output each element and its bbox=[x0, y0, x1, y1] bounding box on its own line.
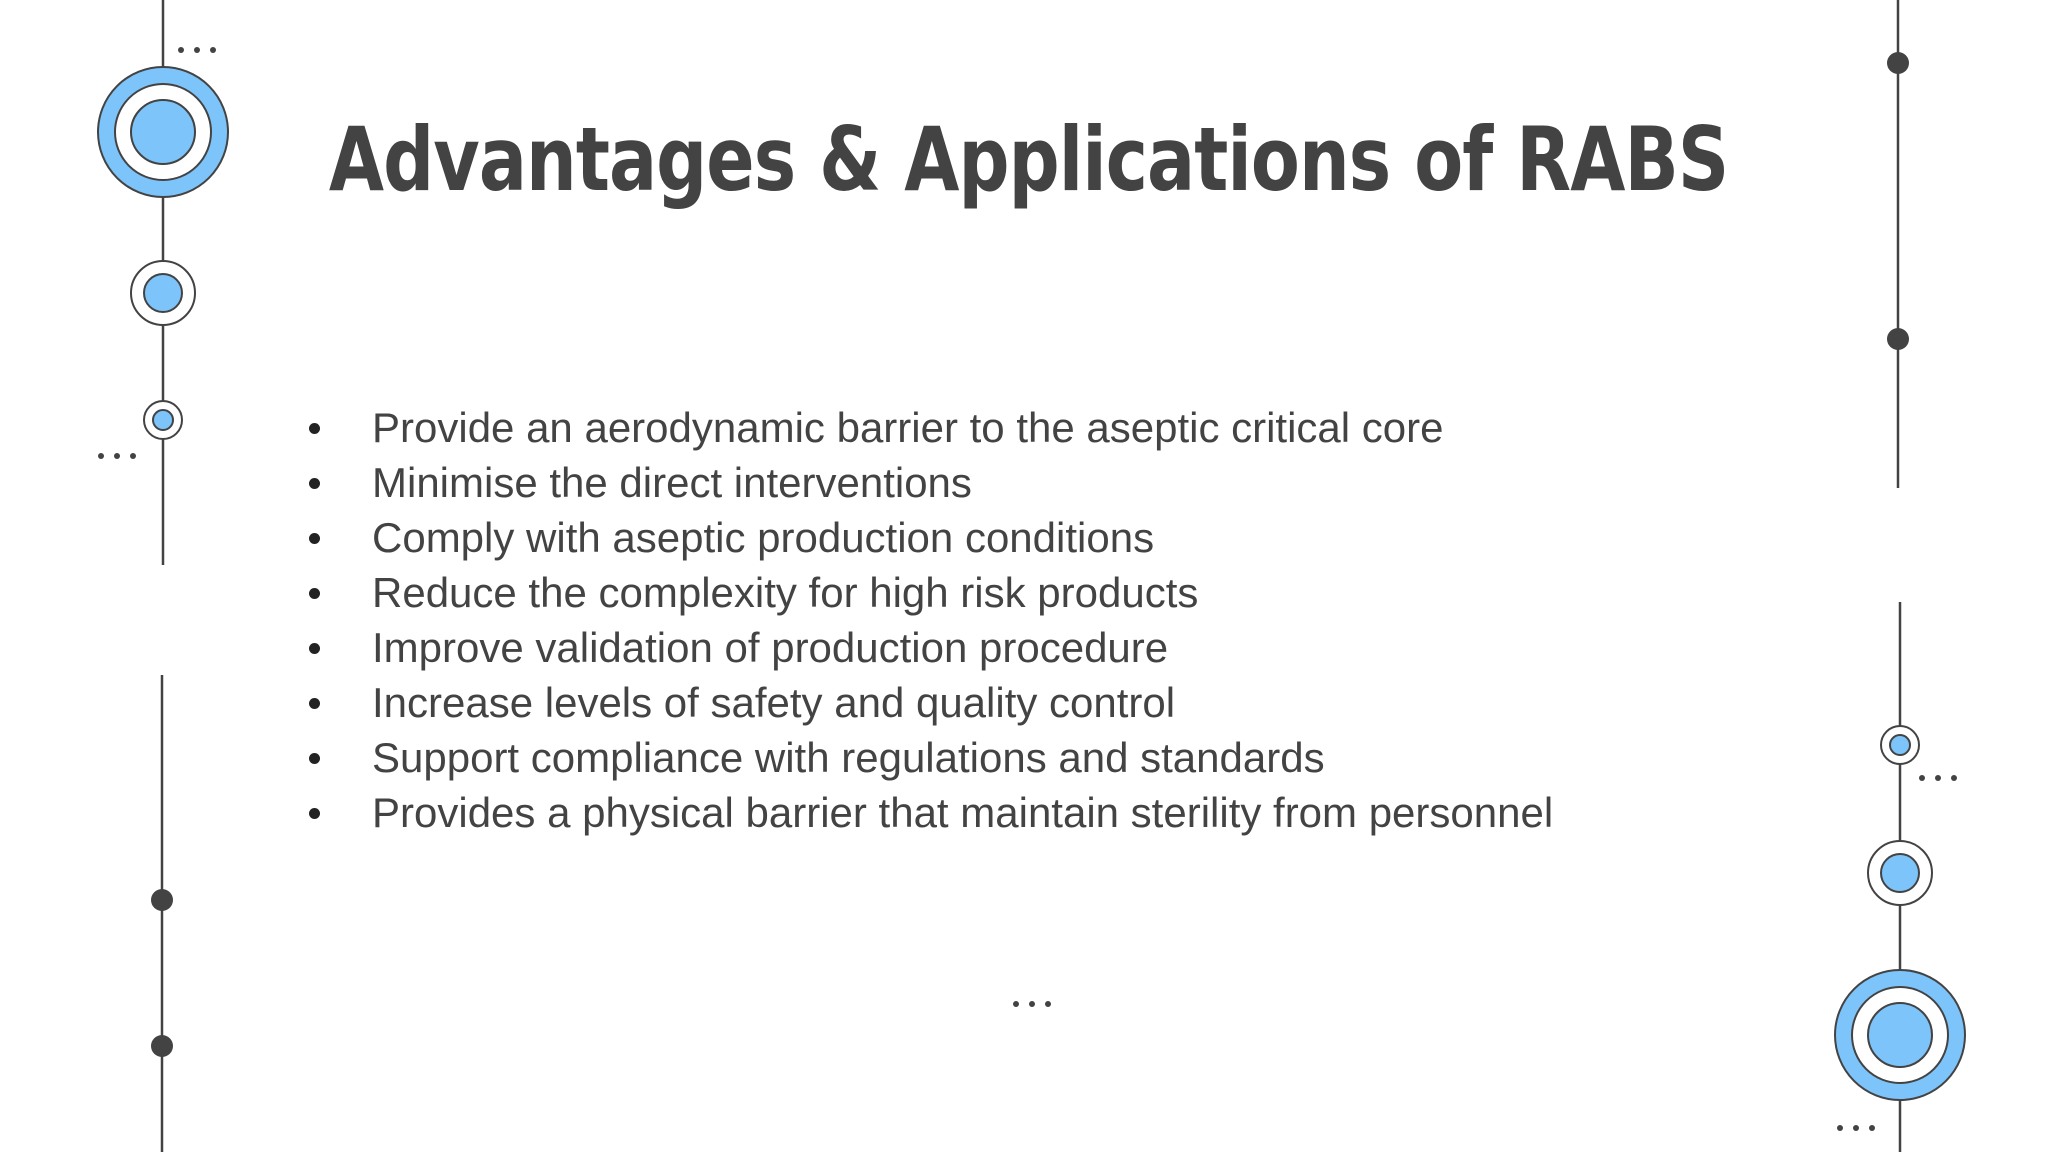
medium-ring-icon bbox=[1868, 841, 1932, 905]
bottom-left-timeline bbox=[151, 675, 173, 1152]
bullet-list bbox=[300, 400, 1553, 840]
list-item: Provide an aerodynamic barrier to the aseptic critical core bbox=[300, 400, 1553, 455]
medium-ring-icon bbox=[131, 261, 195, 325]
dot-icon bbox=[1887, 52, 1909, 74]
dot-icon bbox=[151, 889, 173, 911]
small-ring-icon bbox=[1881, 726, 1919, 764]
top-right-timeline bbox=[1887, 0, 1909, 488]
ellipsis-icon bbox=[1919, 775, 1957, 781]
slide-title: Advantages & Applications of RABS bbox=[328, 108, 1729, 211]
list-item: Minimise the direct interventions bbox=[300, 455, 1553, 510]
dot-icon bbox=[151, 1035, 173, 1057]
ellipsis-icon bbox=[178, 47, 216, 53]
list-item: Reduce the complexity for high risk products bbox=[300, 565, 1553, 620]
list-item: Improve validation of production procedure bbox=[300, 620, 1553, 675]
list-item: Provides a physical barrier that maintain sterility from personnel bbox=[300, 785, 1553, 840]
large-ring-icon bbox=[1835, 970, 1965, 1100]
ellipsis-icon bbox=[1013, 1001, 1051, 1007]
list-item: Support compliance with regulations and standards bbox=[300, 730, 1553, 785]
top-left-timeline bbox=[98, 0, 228, 565]
dot-icon bbox=[1887, 328, 1909, 350]
bottom-right-timeline bbox=[1835, 602, 1965, 1152]
list-item: Increase levels of safety and quality control bbox=[300, 675, 1553, 730]
ellipsis-icon bbox=[98, 453, 136, 459]
list-item: Comply with aseptic production conditions bbox=[300, 510, 1553, 565]
ellipsis-icon bbox=[1837, 1125, 1875, 1131]
small-ring-icon bbox=[144, 401, 182, 439]
